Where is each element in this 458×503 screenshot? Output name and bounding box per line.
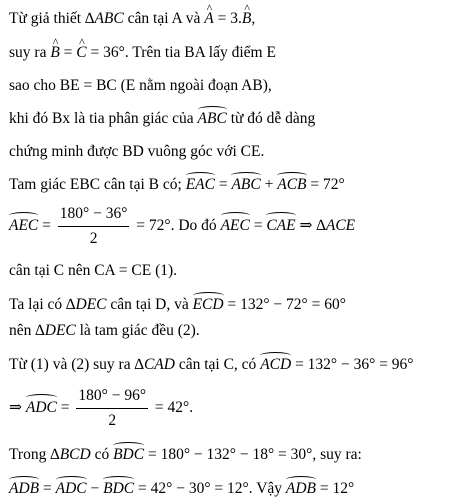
line-7 [9, 204, 355, 249]
angle-eac: EAC [185, 176, 215, 193]
angle-b: ^ B [242, 10, 251, 28]
text: Trong [9, 446, 51, 463]
triangle-bcd: ∆BCD [50, 446, 91, 463]
triangle-dec: ∆DEC [35, 322, 76, 339]
text: = 180° − 132° − 18° = 30° [144, 446, 313, 463]
line-3: sao cho BE = BC (E nằm ngoài đoạn AB), [9, 77, 272, 94]
text: = 42°. [151, 399, 194, 417]
line-10 [9, 322, 200, 340]
text: nên [9, 322, 36, 339]
line-9 [9, 296, 346, 314]
text: = [39, 480, 56, 497]
angle-ecd: ECD [192, 296, 224, 313]
text: Từ giả thiết [9, 10, 85, 27]
angle-adc: ADC [25, 399, 57, 417]
text: = [38, 217, 55, 235]
line-14 [9, 480, 354, 498]
triangle-ace: ⇒ ∆ACE [295, 217, 356, 235]
line-5: chứng minh được BD vuông góc với CE. [9, 143, 265, 160]
angle-abc: ABC [197, 110, 227, 127]
angle-c: ^ C [76, 44, 86, 62]
triangle-abc: ∆ABC [84, 10, 124, 27]
text: + [260, 176, 278, 193]
line-13 [9, 446, 362, 464]
angle-bdc: BDC [113, 446, 145, 463]
text: = 3. [213, 10, 242, 27]
text: = 72° [306, 176, 345, 193]
text: = 132° − 72° = 60° [223, 296, 346, 313]
text: Tam giác EBC cân tại B có; [9, 176, 186, 193]
text: khi đó Bx là tia phân giác của [9, 110, 198, 127]
numerator: 180° − 96° [76, 386, 148, 409]
line-1 [9, 10, 255, 28]
text: = 12° [316, 480, 355, 497]
angle-acb: ACB [277, 176, 307, 193]
text: từ đó dễ dàng [226, 110, 316, 127]
angle-adb: ADB [285, 480, 317, 497]
angle-adc: ADC [55, 480, 87, 497]
text: , [251, 10, 256, 27]
fraction [58, 204, 130, 249]
text: , suy ra: [312, 446, 362, 463]
angle-abc: ABC [231, 176, 261, 193]
text: = 132° − 36° = 96° [291, 356, 414, 373]
line-6 [9, 176, 345, 194]
line-8: cân tại C nên CA = CE (1). [9, 262, 178, 279]
text: = 36°. Trên tia BA lấy điểm E [86, 44, 276, 61]
text: − [86, 480, 104, 497]
fraction [76, 386, 148, 431]
line-12 [9, 386, 193, 431]
text: ⇒ [9, 399, 26, 417]
angle-a: ^ A [204, 10, 213, 28]
text: cân tại C, có [174, 356, 261, 373]
text: Ta lại có [9, 296, 67, 313]
angle-bdc: BDC [103, 480, 135, 497]
text: = [249, 217, 267, 235]
text: cân tại D, và [106, 296, 193, 313]
text: = 42° − 30° = 12° [134, 480, 249, 497]
angle-b: ^ B [50, 44, 59, 62]
triangle-dec: ∆DEC [66, 296, 107, 313]
line-2 [9, 44, 276, 62]
numerator: 180° − 36° [58, 204, 130, 227]
text: = [214, 176, 232, 193]
triangle-cad: ∆CAD [134, 356, 175, 373]
angle-aec: AEC [9, 217, 39, 235]
text: cân tại A và [123, 10, 205, 27]
line-11 [9, 356, 414, 374]
line-4 [9, 110, 315, 128]
text: có [90, 446, 114, 463]
text: = [56, 399, 74, 417]
text: Từ (1) và (2) suy ra [9, 356, 135, 373]
angle-cae: CAE [266, 217, 296, 235]
angle-adb: ADB [9, 480, 40, 497]
angle-aec: AEC [220, 217, 250, 235]
denominator: 2 [89, 230, 98, 247]
text: . Vậy [248, 480, 286, 497]
text: = [59, 44, 77, 61]
angle-acd: ACD [260, 356, 292, 373]
text: = 72°. Do đó [132, 217, 221, 235]
denominator: 2 [108, 412, 117, 429]
text: suy ra [9, 44, 51, 61]
text: là tam giác đều (2). [75, 322, 200, 339]
